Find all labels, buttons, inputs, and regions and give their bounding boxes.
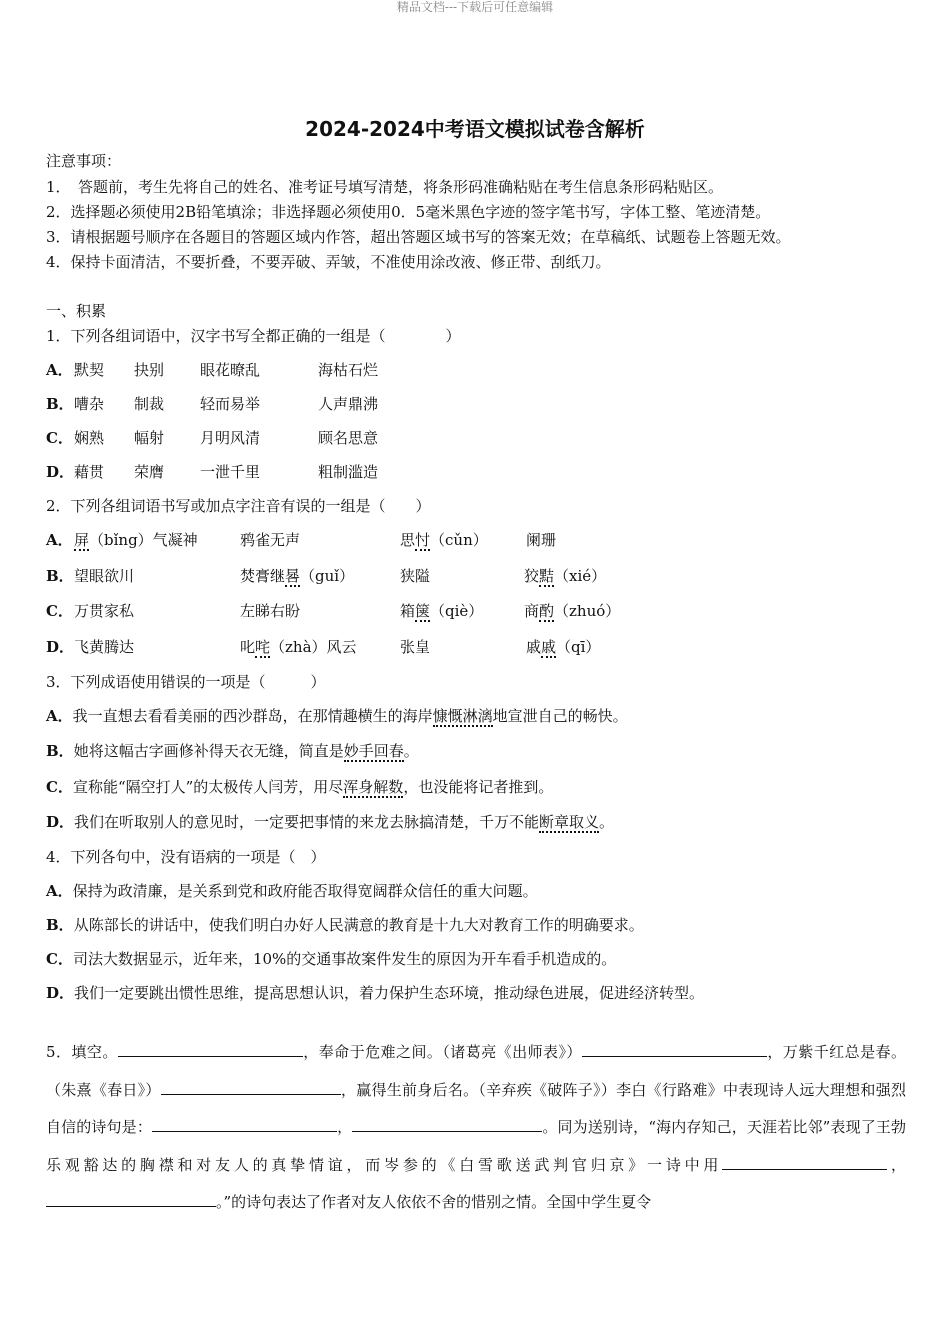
q4-option-b: B．从陈部长的讲话中，使我们明白办好人民满意的教育是十九大对教育工作的明确要求。 — [46, 916, 644, 934]
notice-item-3: 3．请根据题号顺序在各题目的答题区域内作答，超出答题区域书写的答案无效；在草稿纸、试题卷上答题无效。 — [46, 228, 791, 246]
notice-item-2: 2．选择题必须使用2B铅笔填涂；非选择题必须使用0．5毫米黑色字迹的签字笔书写，字体工整、笔迹清楚。 — [46, 203, 771, 221]
page-title: 2024-2024中考语文模拟试卷含解析 — [305, 117, 645, 141]
q4-option-d: D．我们一定要跳出惯性思维，提高思想认识，着力保护生态环境，推动绿色进展，促进经济转型。 — [46, 984, 705, 1002]
q3-option-c: C．宣称能“隔空打人”的太极传人闫芳，用尽浑身解数，也没能将记者推到。 — [46, 778, 554, 796]
answer-blank[interactable] — [582, 1040, 767, 1057]
notice-item-1: 1． 答题前，考生先将自己的姓名、准考证号填写清楚，将条形码准确粘贴在考生信息条形码粘贴区。 — [46, 178, 724, 196]
notice-item-4: 4．保持卡面清洁，不要折叠，不要弄破、弄皱，不准使用涂改液、修正带、刮纸刀。 — [46, 253, 611, 271]
q3-option-d: D．我们在听取别人的意见时，一定要把事情的来龙去脉搞清楚，千万不能断章取义。 — [46, 813, 615, 831]
answer-blank[interactable] — [46, 1190, 216, 1207]
q4-option-c: C．司法大数据显示，近年来，10%的交通事故案件发生的原因为开车看手机造成的。 — [46, 950, 617, 968]
answer-blank[interactable] — [118, 1040, 303, 1057]
notice-heading: 注意事项： — [46, 152, 122, 170]
question-2-stem: 2．下列各组词语书写或加点字注音有误的一组是（ ） — [46, 497, 431, 515]
q3-option-a: A．我一直想去看看美丽的西沙群岛，在那情趣横生的海岸慷慨淋漓地宣泄自己的畅快。 — [46, 707, 628, 725]
section-heading: 一、积累 — [46, 302, 107, 320]
answer-blank[interactable] — [152, 1115, 337, 1132]
question-5-paragraph: 5．填空。 ，奉命于危难之间。（诸葛亮《出师表》） ，万紫千红总是春。（朱熹《春日》） ，赢得生前身后名。（辛弃疾《破阵子》）李白《行路难》中表现诗人远大理想和强烈自信的诗句是： ， 。同为送别诗，“海内存知己，天涯若比邻”表现了王勃乐观豁达的胸襟和对友人的真挚情谊，而岑参的《白雪歌送武判官归京》一诗中用 ，。”的诗句表达了作者对友人依依不舍的惜别之情。全国中学生夏令 — [46, 1034, 906, 1222]
question-4-stem: 4．下列各句中，没有语病的一项是（ ） — [46, 848, 326, 866]
page-header: 精品文档---下载后可任意编辑 — [396, 0, 554, 14]
answer-blank[interactable] — [722, 1153, 887, 1170]
question-3-stem: 3．下列成语使用错误的一项是（ ） — [46, 673, 326, 691]
q3-option-b: B．她将这幅古字画修补得天衣无缝，简直是妙手回春。 — [46, 742, 419, 760]
answer-blank[interactable] — [161, 1078, 341, 1095]
question-1-stem: 1．下列各组词语中，汉字书写全都正确的一组是（ ） — [46, 327, 461, 345]
q4-option-a: A．保持为政清廉，是关系到党和政府能否取得宽阔群众信任的重大问题。 — [46, 882, 538, 900]
answer-blank[interactable] — [352, 1115, 542, 1132]
